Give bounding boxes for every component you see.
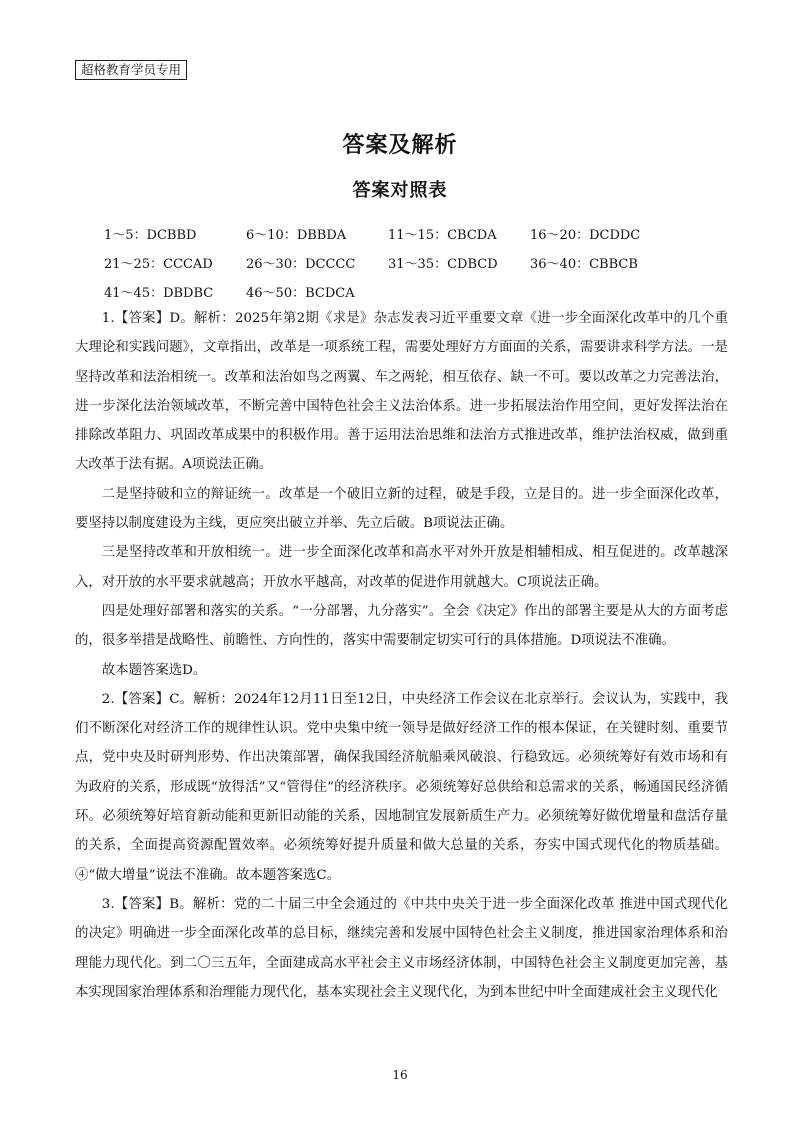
answer-key-row	[104, 248, 744, 277]
answer-key-cell: 26～30：DCCCC	[246, 257, 356, 272]
answer-key-table	[104, 219, 744, 306]
explanation-paragraph: 2.【答案】C。解析：2024年12月11日至12日，中央经济工作会议在北京举行。会议认为，实践中，我们不断深化对经济工作的规律性认识。党中央集中统一领导是做好经济工作的根本保证，在关键时刻、重要节点，党中央及时研判形势、作出决策部署，确保我国经济航船乘风破浪、行稳致远。必须统筹好有效市场和有为政府的关系，形成既“放得活”又“管得住”的经济秩序。必须统筹好总供给和总需求的关系，畅通国民经济循环。必须统筹好培育新动能和更新旧动能的关系，因地制宜发展新质生产力。必须统筹好做优增量和盘活存量的关系，全面提高资源配置效率。必须统筹好提升质量和做大总量的关系，夯实中国式现代化的物质基础。④“做大增量”说法不准确。故本题答案选C。	[75, 691, 728, 883]
explanation-paragraph: 1.【答案】D。解析：2025年第2期《求是》杂志发表习近平重要文章《进一步全面深化改革中的几个重大理论和实践问题》，文章指出，改革是一项系统工程，需要处理好方方面面的关系，需要讲求科学方法。一是坚持改革和法治相统一。改革和法治如鸟之两翼、车之两轮，相互依存、缺一不可。要以改革之力完善法治，进一步深化法治领域改革，不断完善中国特色社会主义法治体系。进一步拓展法治作用空间，更好发挥法治在排除改革阻力、巩固改革成果中的积极作用。善于运用法治思维和法治方式推进改革，维护法治权威，做到重大改革于法有据。A项说法正确。	[75, 311, 728, 473]
answer-key-cell: 11～15：CBCDA	[388, 228, 497, 243]
answer-key-cell: 1～5：DCBBD	[104, 228, 197, 243]
answer-key-cell: 36～40：CBBCB	[530, 257, 638, 272]
page-title: 答案及解析	[342, 132, 458, 158]
explanation-paragraph: 故本题答案选D。	[101, 662, 207, 678]
answer-key-cell: 16～20：DCDDC	[530, 228, 641, 243]
answer-key-row	[104, 219, 744, 248]
answer-key-cell: 41～45：DBDBC	[104, 286, 214, 301]
explanation-paragraph: 3.【答案】B。解析：党的二十届三中全会通过的《中共中央关于进一步全面深化改革 推进中国式现代化的决定》明确进一步全面深化改革的总目标，继续完善和发展中国特色社会主义制度，推进国家治理体系和治理能力现代化。到二〇三五年，全面建成高水平社会主义市场经济体制，中国特色社会主义制度更加完善，基本实现国家治理体系和治理能力现代化，基本实现社会主义现代化，为到本世纪中叶全面建成社会主义现代化	[75, 896, 728, 1000]
answer-key-cell: 31～35：CDBCD	[388, 257, 498, 272]
answer-key-cell: 21～25：CCCAD	[104, 257, 213, 272]
answer-key-cell: 6～10：DBBDA	[246, 228, 347, 243]
watermark-stamp: 超格教育学员专用	[75, 60, 187, 80]
answer-key-row	[104, 277, 744, 306]
section-subtitle: 答案对照表	[352, 180, 448, 201]
explanation-paragraph: 二是坚持破和立的辩证统一。改革是一个破旧立新的过程，破是手段，立是目的。进一步全面深化改革，要坚持以制度建设为主线，更应突出破立并举、先立后破。B项说法正确。	[75, 486, 728, 532]
explanation-paragraph: 四是处理好部署和落实的关系。“一分部署，九分落实”。全会《决定》作出的部署主要是从大的方面考虑的，很多举措是战略性、前瞻性、方向性的，落实中需要制定切实可行的具体措施。D项说法不准确。	[75, 603, 728, 649]
page-number: 16	[392, 1068, 408, 1082]
explanation-body	[75, 304, 728, 1007]
explanation-paragraph: 三是坚持改革和开放相统一。进一步全面深化改革和高水平对外开放是相辅相成、相互促进的。改革越深入，对开放的水平要求就越高；开放水平越高，对改革的促进作用就越大。C项说法正确。	[75, 545, 728, 590]
answer-key-cell: 46～50：BCDCA	[246, 286, 355, 301]
